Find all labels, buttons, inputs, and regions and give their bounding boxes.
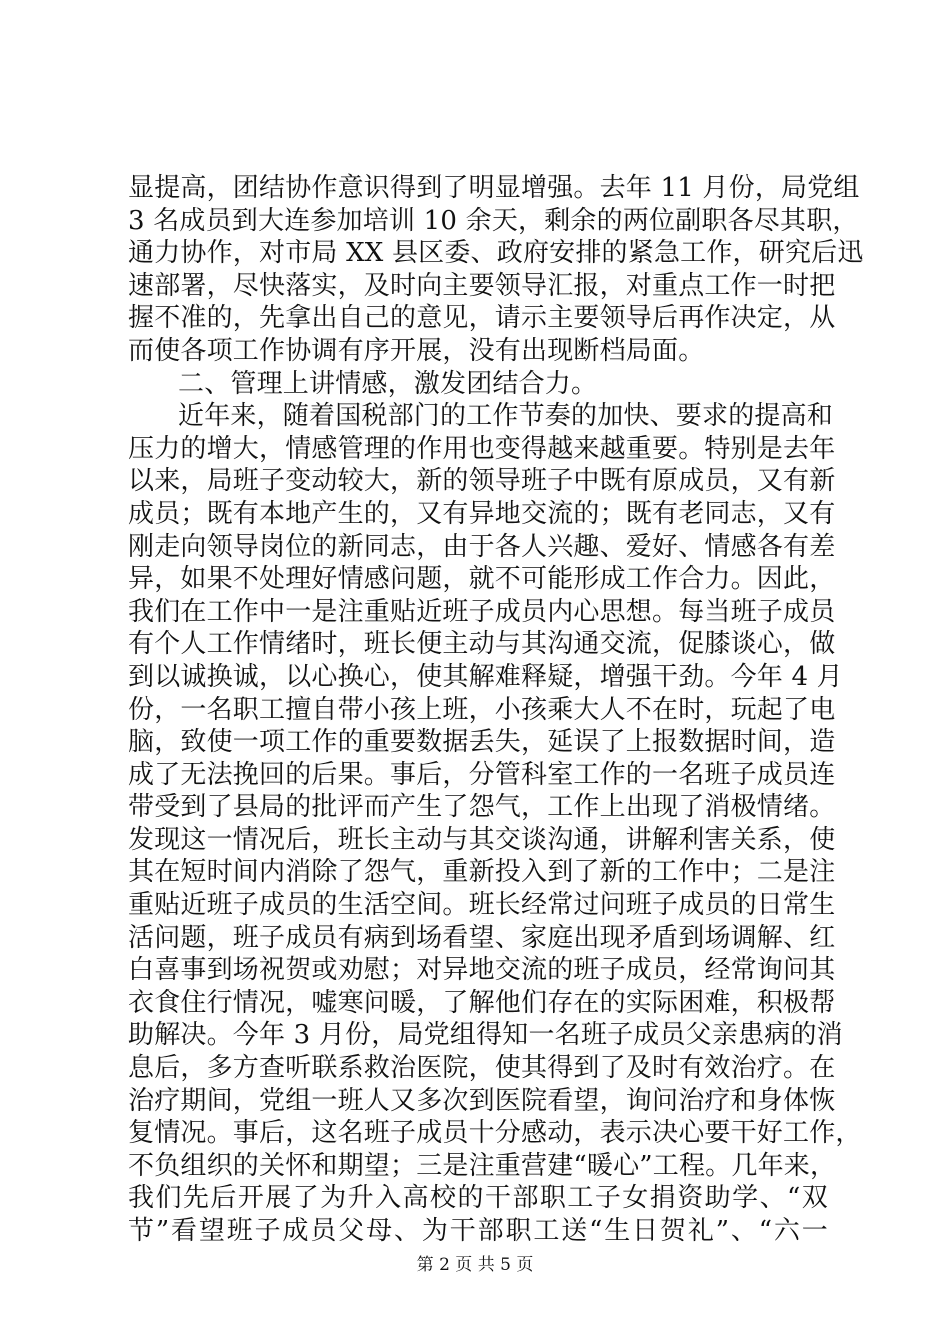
document-body xyxy=(128,172,864,1248)
text-line: 份，一名职工擅自带小孩上班，小孩乘大人不在时，玩起了电 xyxy=(128,694,836,725)
text-line: 3 名成员到大连参加培训 10 余天，剩余的两位副职各尽其职， xyxy=(128,205,859,236)
text-line: 治疗期间，党组一班人又多次到医院看望，询问治疗和身体恢 xyxy=(128,1085,836,1116)
text-line: 白喜事到场祝贺或劝慰；对异地交流的班子成员，经常询问其 xyxy=(128,955,836,986)
text-line: 脑，致使一项工作的重要数据丢失，延误了上报数据时间，造 xyxy=(128,727,836,758)
text-line: 二、管理上讲情感，激发团结合力。 xyxy=(178,368,598,399)
text-line: 衣食住行情况，嘘寒问暖，了解他们存在的实际困难，积极帮 xyxy=(128,987,836,1018)
text-line: 而使各项工作协调有序开展，没有出现断档局面。 xyxy=(128,335,705,366)
text-line: 带受到了县局的批评而产生了怨气，工作上出现了消极情绪。 xyxy=(128,792,836,823)
text-line: 节”看望班子成员父母、为干部职工送“生日贺礼”、“六一 xyxy=(128,1216,828,1246)
text-line: 握不准的，先拿出自己的意见，请示主要领导后再作决定，从 xyxy=(128,303,836,334)
text-line: 其在短时间内消除了怨气，重新投入到了新的工作中；二是注 xyxy=(128,857,836,888)
text-line: 不负组织的关怀和期望；三是注重营建“暖心”工程。几年来， xyxy=(128,1150,837,1181)
text-line: 压力的增大，情感管理的作用也变得越来越重要。特别是去年 xyxy=(128,433,836,464)
text-line: 成员；既有本地产生的，又有异地交流的；既有老同志，又有 xyxy=(128,498,836,529)
text-line: 显提高，团结协作意识得到了明显增强。去年 11 月份，局党组 xyxy=(128,173,860,203)
text-line: 近年来，随着国税部门的工作节奏的加快、要求的提高和 xyxy=(178,401,834,432)
text-line: 通力协作，对市局 XX 县区委、政府安排的紧急工作，研究后迅 xyxy=(128,238,864,269)
text-line: 速部署，尽快落实，及时向主要领导汇报，对重点工作一时把 xyxy=(128,270,836,301)
page-footer xyxy=(0,1253,950,1277)
text-line: 重贴近班子成员的生活空间。班长经常过问班子成员的日常生 xyxy=(128,890,836,921)
text-line: 活问题，班子成员有病到场看望、家庭出现矛盾到场调解、红 xyxy=(128,922,836,953)
text-line: 我们先后开展了为升入高校的干部职工子女捐资助学、“双 xyxy=(128,1183,828,1214)
text-line: 息后，多方查听联系救治医院，使其得到了及时有效治疗。在 xyxy=(128,1053,836,1084)
text-line: 到以诚换诚，以心换心，使其解难释疑，增强干劲。今年 4 月 xyxy=(128,661,843,692)
text-line: 以来，局班子变动较大，新的领导班子中既有原成员，又有新 xyxy=(128,466,836,497)
text-line: 复情况。事后，这名班子成员十分感动，表示决心要干好工作， xyxy=(128,1118,862,1149)
text-line: 有个人工作情绪时，班长便主动与其沟通交流，促膝谈心，做 xyxy=(128,629,836,660)
page-indicator: 第 2 页 共 5 页 xyxy=(416,1255,534,1275)
text-line: 成了无法挽回的后果。事后，分管科室工作的一名班子成员连 xyxy=(128,759,836,790)
text-line: 助解决。今年 3 月份，局党组得知一名班子成员父亲患病的消 xyxy=(128,1020,843,1051)
text-line: 发现这一情况后，班长主动与其交谈沟通，讲解利害关系，使 xyxy=(128,824,836,855)
text-line: 我们在工作中一是注重贴近班子成员内心思想。每当班子成员 xyxy=(128,596,836,627)
text-line: 刚走向领导岗位的新同志，由于各人兴趣、爱好、情感各有差 xyxy=(128,531,836,562)
text-line: 异，如果不处理好情感问题，就不可能形成工作合力。因此， xyxy=(128,564,836,595)
